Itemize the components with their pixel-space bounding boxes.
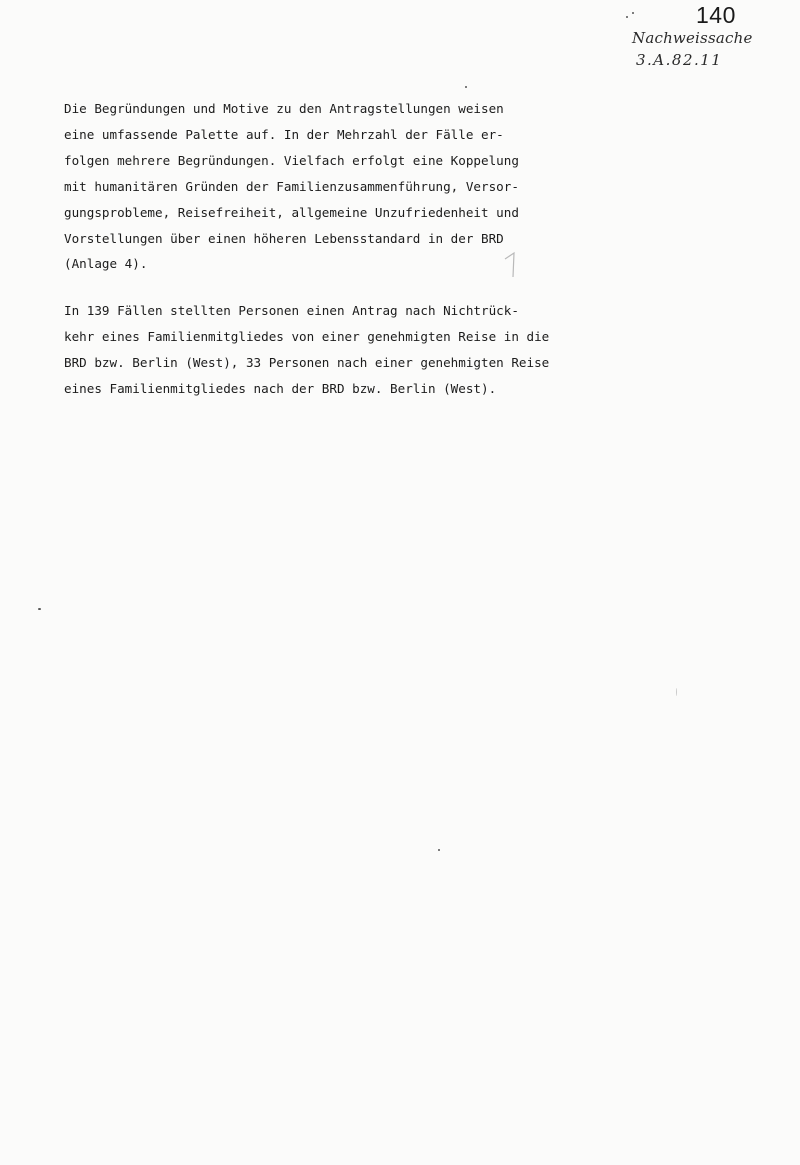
text-line: gungsprobleme, Reisefreiheit, allgemeine Unzufriedenheit und — [64, 204, 519, 220]
pencil-margin-mark — [502, 250, 522, 280]
page-number: 140 — [696, 2, 736, 28]
paragraph-motives — [64, 96, 714, 277]
text-line: BRD bzw. Berlin (West), 33 Personen nach einer genehmigten Reise — [64, 354, 550, 370]
paragraph-family-cases — [64, 298, 714, 402]
text-line: eines Familienmitgliedes nach der BRD bzw. Berlin (West). — [64, 380, 497, 396]
text-line: (Anlage 4). — [64, 256, 148, 272]
handwritten-reference-number: 3.A.82.11 — [636, 51, 723, 69]
text-line: In 139 Fällen stellten Personen einen Antrag nach Nichtrück- — [64, 303, 519, 318]
text-line: eine umfassende Palette auf. In der Mehrzahl der Fälle er- — [64, 126, 504, 142]
text-line: kehr eines Familienmitgliedes von einer genehmigten Reise in die — [64, 328, 550, 344]
text-line: folgen mehrere Begründungen. Vielfach erfolgt eine Koppelung — [64, 152, 519, 168]
text-line: Vorstellungen über einen höheren Lebensstandard in der BRD — [64, 230, 504, 246]
text-line: mit humanitären Gründen der Familienzusammenführung, Versor- — [64, 178, 519, 194]
handwritten-classification-note: Nachweissache — [632, 29, 753, 47]
text-line: Die Begründungen und Motive zu den Antragstellungen weisen — [64, 101, 504, 116]
